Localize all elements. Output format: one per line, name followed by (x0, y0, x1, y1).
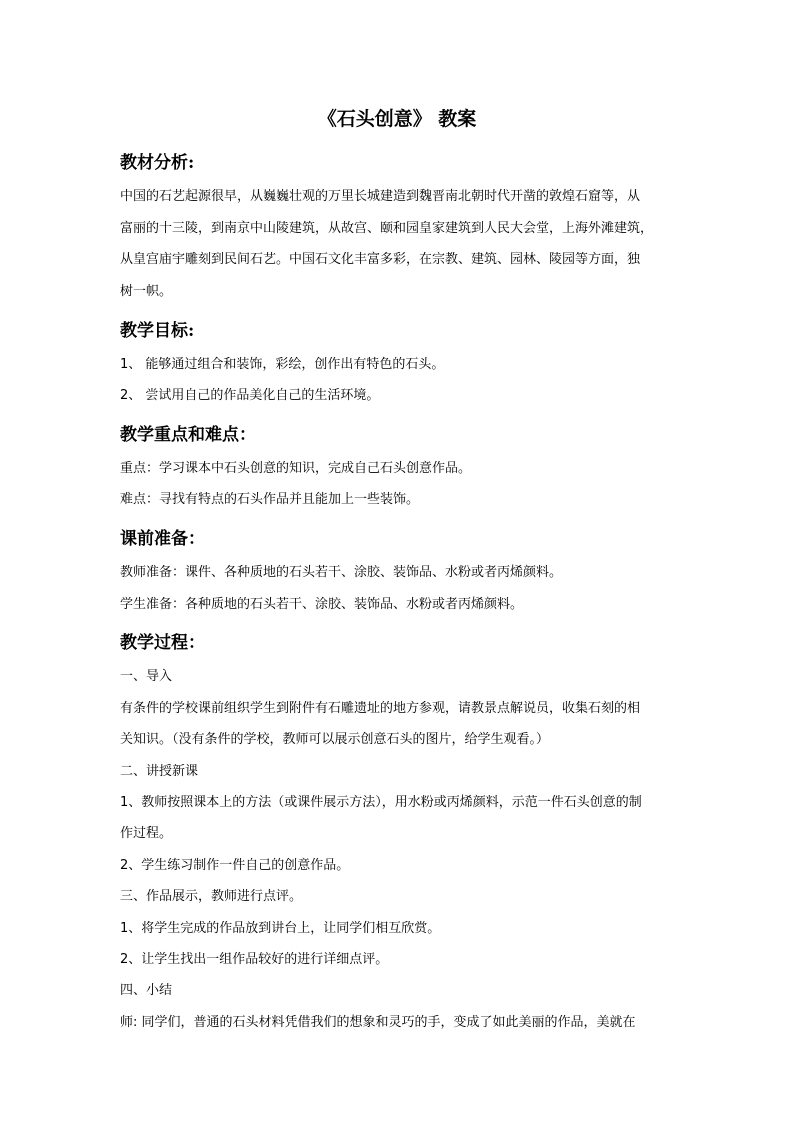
paragraph-line: 从皇宫庙宇雕刻到民间石艺。中国石文化丰富多彩，在宗教、建筑、园林、陵园等方面，独 (120, 252, 641, 267)
paragraph-line: 2、让学生找出一组作品较好的进行详细点评。 (120, 952, 389, 967)
paragraph-line: 难点：寻找有特点的石头作品并且能加上一些装饰。 (120, 492, 420, 507)
paragraph-line: 关知识。（没有条件的学校，教师可以展示创意石头的图片，给学生观看。） (120, 732, 550, 747)
section-heading-textbook-analysis: 教材分析: (120, 153, 195, 173)
paragraph-line: 2、学生练习制作一件自己的创意作品。 (120, 858, 350, 873)
section-heading-teaching-process: 教学过程： (120, 633, 205, 653)
paragraph-line: 1、教师按照课本上的方法（或课件展示方法），用水粉或丙烯颜料，示范一件石头创意的制 (120, 795, 642, 810)
paragraph-line: 1、将学生完成的作品放到讲台上，让同学们相互欣赏。 (120, 921, 441, 936)
paragraph-line: 学生准备：各种质地的石头若干、涂胶、装饰品、水粉或者丙烯颜料。 (120, 597, 524, 612)
list-item: 2、 尝试用自己的作品美化自己的生活环境。 (120, 388, 380, 403)
paragraph-line: 作过程。 (120, 826, 173, 841)
paragraph-line: 中国的石艺起源很早，从巍巍壮观的万里长城建造到魏晋南北朝时代开凿的敦煌石窟等，从 (120, 189, 641, 204)
subheading-intro: 一、导入 (120, 669, 173, 684)
section-heading-preparation: 课前准备： (120, 529, 205, 549)
paragraph-line: 有条件的学校课前组织学生到附件有石雕遗址的地方参观，请教景点解说员，收集石刻的相 (120, 701, 641, 716)
document-title: 《石头创意》 教案 (317, 108, 477, 130)
paragraph-line: 师: 同学们，普通的石头材料凭借我们的想象和灵巧的手，变成了如此美丽的作品，美就在 (120, 1015, 636, 1030)
paragraph-line: 教师准备：课件、各种质地的石头若干、涂胶、装饰品、水粉或者丙烯颜料。 (120, 565, 563, 580)
subheading-summary: 四、小结 (120, 983, 173, 998)
paragraph-line: 树一帜。 (120, 284, 173, 299)
subheading-showcase: 三、作品展示，教师进行点评。 (120, 889, 303, 904)
paragraph-line: 重点：学习课本中石头创意的知识，完成自己石头创意作品。 (120, 461, 472, 476)
section-heading-key-points: 教学重点和难点： (120, 425, 256, 445)
list-item: 1、 能够通过组合和装饰，彩绘，创作出有特色的石头。 (120, 357, 445, 372)
section-heading-teaching-goals: 教学目标: (120, 321, 195, 341)
paragraph-line: 富丽的十三陵，到南京中山陵建筑，从故宫、颐和园皇家建筑到人民大会堂，上海外滩建筑， (120, 221, 654, 236)
subheading-new-lesson: 二、讲授新课 (120, 764, 199, 779)
